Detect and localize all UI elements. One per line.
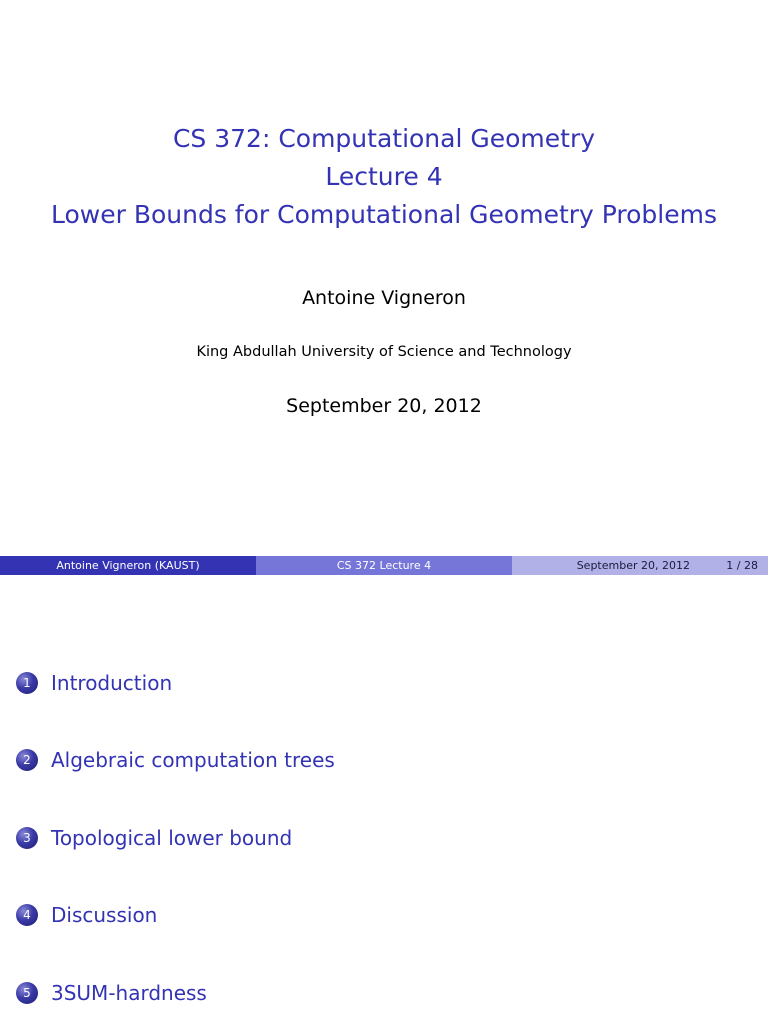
title-line-course: CS 372: Computational Geometry: [172, 124, 596, 153]
author-name: Antoine Vigneron: [302, 287, 466, 309]
outline-item-introduction[interactable]: [16, 668, 172, 698]
section-number-ball: 1: [16, 672, 38, 694]
outline-item-label: Discussion: [51, 903, 158, 927]
outline-item-3sum-hardness[interactable]: [16, 978, 207, 1008]
outline-item-discussion[interactable]: [16, 900, 157, 930]
outline-item-algebraic-computation-trees[interactable]: [16, 745, 335, 775]
section-number-ball: 4: [16, 904, 38, 926]
section-number-ball: 5: [16, 982, 38, 1004]
title-line-lecture: Lecture 4: [325, 162, 443, 191]
presentation-date: September 20, 2012: [286, 395, 482, 417]
section-number-ball: 2: [16, 749, 38, 771]
footer-bar: [0, 556, 768, 575]
institute-name: King Abdullah University of Science and Technology: [196, 344, 572, 360]
footer-info: [512, 556, 768, 575]
footer-date: September 20, 2012: [576, 559, 690, 572]
outline-item-label: Algebraic computation trees: [51, 748, 335, 772]
footer-short-title: CS 372 Lecture 4: [256, 556, 512, 575]
outline-item-label: Topological lower bound: [51, 826, 293, 850]
footer-author: Antoine Vigneron (KAUST): [0, 556, 256, 575]
slide-title: [0, 120, 768, 234]
section-number-ball: 3: [16, 827, 38, 849]
outline-item-label: Introduction: [51, 671, 173, 695]
outline-item-label: 3SUM-hardness: [51, 981, 207, 1005]
footer-page-number: 1 / 28: [726, 559, 758, 572]
outline-item-topological-lower-bound[interactable]: [16, 823, 292, 853]
title-line-topic: Lower Bounds for Computational Geometry Problems: [50, 200, 717, 229]
